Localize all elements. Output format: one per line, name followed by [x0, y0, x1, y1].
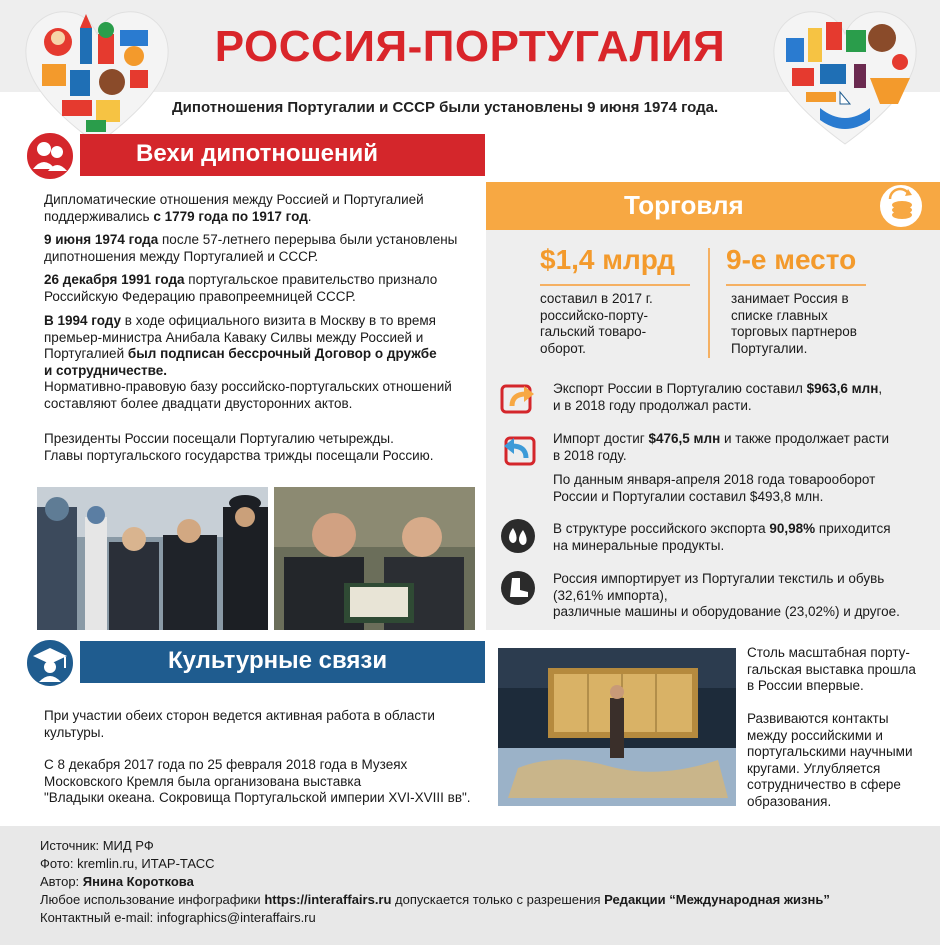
trade-textile: Россия импортирует из Португалии текстиль и обувь (32,61% импорта), различные машины и оборудование (23,02%) и другое.: [553, 571, 900, 619]
trade-volume-line: [540, 284, 690, 286]
milestones-p1: Дипломатические отношения между Россией и Португалией поддерживались с 1779 года по 1917 год.: [44, 192, 424, 224]
culture-p1: При участии обеих сторон ведется активная работа в области культуры.: [44, 708, 435, 740]
coins-icon: [878, 183, 924, 229]
trade-rank-caption: занимает Россия в списке главных торговых партнеров Португалии.: [731, 291, 857, 356]
page-title: РОССИЯ-ПОРТУГАЛИЯ: [214, 22, 726, 71]
trade-import: Импорт достиг $476,5 млн и также продолжает расти в 2018 году.: [553, 431, 890, 463]
milestones-p4: В 1994 году в ходе официального визита в Москву в то время премьер-министра Анибала Каваку Силвы между Россией и Португалией был подписан бессрочный Договор о дружбе и сотрудничестве. Нормативно-правовую базу российско-португальских отношений составляют более двадцати двусторонних актов.: [44, 313, 452, 411]
trade-jan-apr: По данным января-апреля 2018 года товарооборот России и Португалии составил $493,8 млн.: [553, 472, 876, 504]
people-icon: [24, 130, 76, 182]
milestones-header: [80, 134, 485, 176]
boot-icon: [500, 570, 536, 606]
trade-volume-caption: составил в 2017 г. российско-порту- гальский товаро- оборот.: [540, 291, 653, 356]
page-subtitle: Дипотношения Португалии и СССР были установлены 9 июня 1974 года.: [172, 99, 719, 116]
footer-author: Автор: Янина Короткова: [40, 874, 194, 889]
photo-guard-of-honour: [37, 487, 268, 630]
culture-side: Столь масштабная порту- гальская выставка прошла в России впервые. Развиваются контакты между российскими и португальскими научными кругами. Углубляется сотрудничество в сфере образования.: [747, 645, 916, 809]
milestones-title: Вехи дипотношений: [136, 140, 378, 167]
trade-header: [486, 182, 940, 230]
photo-signing: [274, 487, 475, 630]
photo-exhibition: [498, 648, 736, 806]
trade-rank-value: 9-е место: [726, 244, 857, 275]
trade-rank-line: [726, 284, 866, 286]
heart-russia-icon: [22, 8, 172, 148]
trade-volume-value: $1,4 млрд: [540, 244, 675, 275]
trade-title: Торговля: [624, 190, 744, 220]
footer-contact[interactable]: Контактный e-mail: infographics@interaffairs.ru: [40, 910, 316, 925]
oil-drops-icon: [500, 518, 536, 554]
trade-divider: [708, 248, 710, 358]
graduate-icon: [24, 637, 76, 689]
milestones-p3: 26 декабря 1991 года португальское правительство признало Российскую Федерацию правопреемницей СССР.: [44, 272, 438, 304]
footer-source: Источник: МИД РФ: [40, 838, 154, 853]
culture-title: Культурные связи: [168, 647, 388, 674]
footer-usage: Любое использование инфографики https://interaffairs.ru допускается только с разрешения Редакции “Международная жизнь”: [40, 892, 830, 907]
milestones-p5: Президенты России посещали Португалию четырежды. Главы португальского государства трижды посещали Россию.: [44, 431, 434, 463]
footer-photo: Фото: kremlin.ru, ИТАР-ТАСС: [40, 856, 215, 871]
milestones-p2: 9 июня 1974 года после 57-летнего перерыва были установлены дипотношения между Португалией и СССР.: [44, 232, 458, 264]
import-arrow-icon: [500, 432, 536, 468]
culture-p2: С 8 декабря 2017 года по 25 февраля 2018 года в Музеях Московского Кремля была организована выставка "Владыки океана. Сокровища Португальской империи XVI-XVIII вв".: [44, 757, 471, 805]
culture-header: [80, 641, 485, 683]
trade-export: Экспорт России в Португалию составил $963,6 млн, и в 2018 году продолжал расти.: [553, 381, 883, 413]
site-link[interactable]: https://interaffairs.ru: [264, 892, 392, 907]
export-arrow-icon: [500, 380, 536, 416]
heart-portugal-icon: [770, 8, 920, 148]
trade-minerals: В структуре российского экспорта 90,98% приходится на минеральные продукты.: [553, 521, 891, 553]
